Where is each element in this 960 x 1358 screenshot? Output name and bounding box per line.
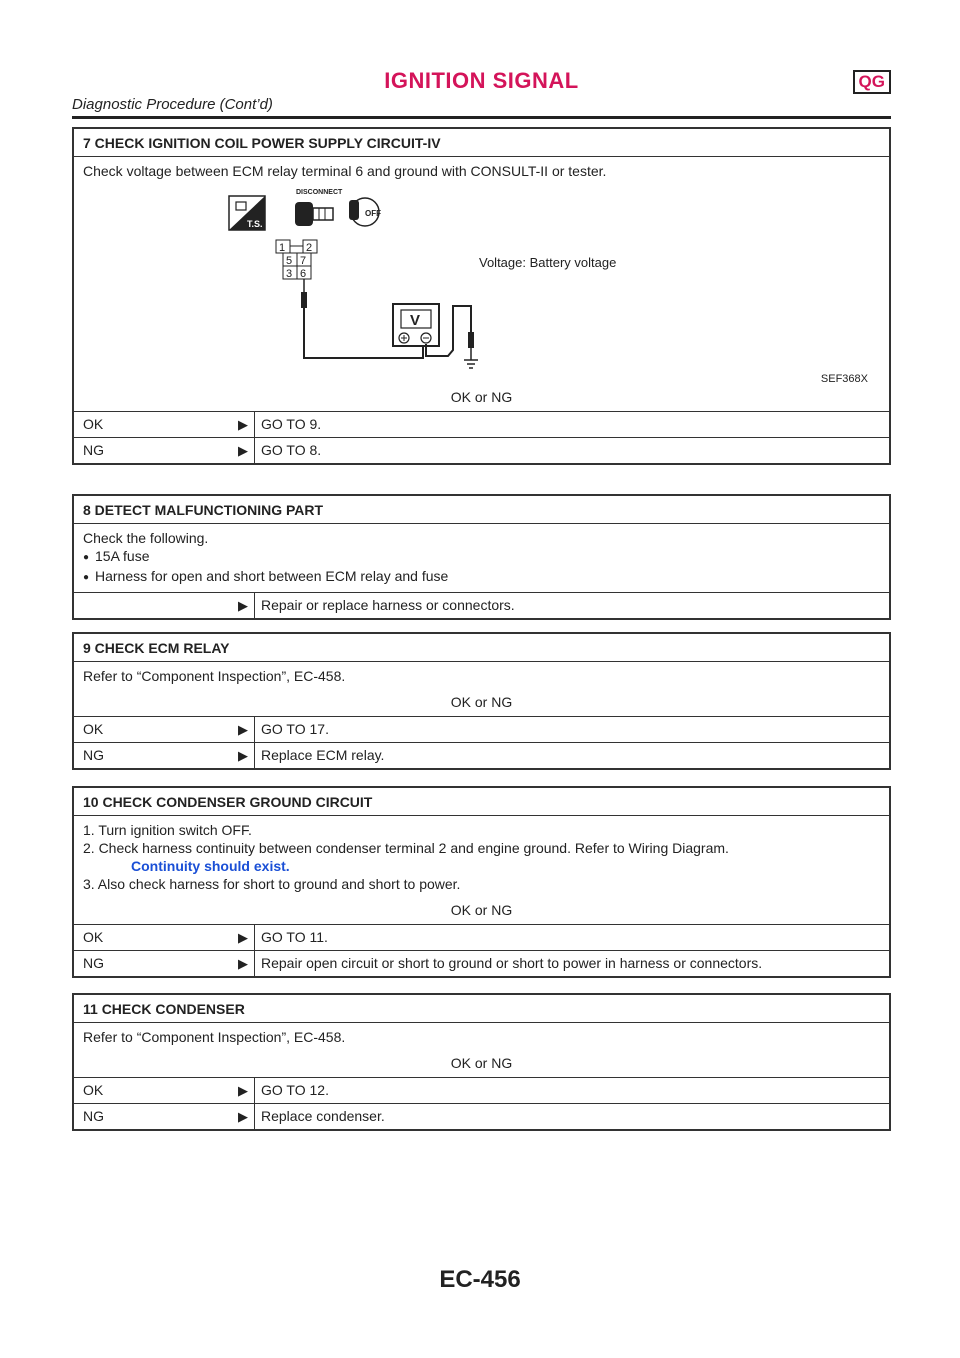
ok-or-ng: OK or NG	[450, 389, 513, 405]
result-row-ok	[74, 1077, 889, 1103]
header-rule	[72, 116, 891, 119]
step-title: 9 CHECK ECM RELAY	[83, 640, 230, 656]
step-8	[72, 494, 891, 620]
svg-text:DISCONNECT: DISCONNECT	[296, 189, 343, 196]
ts-tool-icon	[229, 196, 265, 230]
result-label: OK	[83, 929, 104, 945]
step-instruction: Check voltage between ECM relay terminal 6 and ground with CONSULT-II or tester.	[83, 163, 607, 179]
result-label: NG	[83, 747, 104, 763]
arrow-icon: ▶	[238, 722, 248, 737]
bullet-item: ● Harness for open and short between ECM relay and fuse	[83, 567, 880, 587]
continuity-note: Continuity should exist.	[131, 858, 290, 874]
step-title: 7 CHECK IGNITION COIL POWER SUPPLY CIRCUIT-IV	[83, 135, 441, 151]
result-label: NG	[83, 442, 104, 458]
result-label: NG	[83, 955, 104, 971]
voltmeter-icon	[393, 304, 439, 346]
arrow-icon: ▶	[238, 930, 248, 945]
step-title: 10 CHECK CONDENSER GROUND CIRCUIT	[83, 794, 373, 810]
ok-or-ng: OK or NG	[450, 902, 513, 918]
voltage-check-figure	[83, 180, 880, 385]
result-label: OK	[83, 721, 104, 737]
step-instruction: Refer to “Component Inspection”, EC-458.	[83, 668, 346, 684]
ok-or-ng: OK or NG	[450, 1055, 513, 1071]
step-10	[72, 786, 891, 978]
step-9	[72, 632, 891, 770]
result-row-ng	[74, 1103, 889, 1129]
figure-code: SEF368X	[820, 373, 868, 385]
step-body	[74, 661, 889, 716]
step-title: 8 DETECT MALFUNCTIONING PART	[83, 502, 324, 518]
page-title: IGNITION SIGNAL	[384, 68, 579, 93]
result-row	[74, 592, 889, 618]
arrow-icon: ▶	[238, 598, 248, 613]
result-row-ng	[74, 950, 889, 976]
svg-text:2: 2	[306, 242, 313, 254]
arrow-icon: ▶	[238, 748, 248, 763]
result-action: GO TO 11.	[254, 925, 889, 950]
result-action: Replace condenser.	[254, 1104, 889, 1129]
result-label: OK	[83, 416, 104, 432]
arrow-icon: ▶	[238, 417, 248, 432]
voltage-check-diagram	[83, 180, 883, 380]
step-body	[74, 1022, 889, 1077]
svg-text:3: 3	[286, 268, 293, 280]
result-action: Repair or replace harness or connectors.	[254, 593, 889, 618]
step-title: 11 CHECK CONDENSER	[83, 1001, 245, 1017]
result-action: GO TO 12.	[254, 1078, 889, 1103]
result-label: OK	[83, 1082, 104, 1098]
voltage-spec: Voltage: Battery voltage	[479, 255, 617, 270]
engine-badge: QG	[853, 70, 891, 94]
step-body	[74, 156, 889, 411]
arrow-icon: ▶	[238, 1109, 248, 1124]
step-body	[74, 815, 889, 924]
page-subtitle: Diagnostic Procedure (Cont’d)	[72, 96, 273, 113]
disconnect-connector-icon	[295, 189, 343, 226]
svg-text:1: 1	[279, 242, 286, 254]
result-row-ok	[74, 716, 889, 742]
step-line: 3. Also check harness for short to ground and short to power.	[83, 876, 461, 892]
step-line: 2. Check harness continuity between condenser terminal 2 and engine ground. Refer to Wiring Diagram.	[83, 840, 729, 856]
result-action: GO TO 17.	[254, 717, 889, 742]
step-instruction: Refer to “Component Inspection”, EC-458.	[83, 1029, 346, 1045]
result-action: Repair open circuit or short to ground or short to power in harness or connectors.	[254, 951, 889, 976]
step-instruction: Check the following.	[83, 530, 209, 546]
arrow-icon: ▶	[238, 1083, 248, 1098]
step-7	[72, 127, 891, 465]
step-11	[72, 993, 891, 1131]
result-row-ng	[74, 437, 889, 463]
ignition-key-off-icon	[349, 198, 381, 226]
result-action: GO TO 8.	[254, 438, 889, 463]
page-header	[72, 68, 891, 120]
page-number: EC-456	[439, 1266, 521, 1293]
result-row-ok	[74, 411, 889, 437]
svg-text:T.S.: T.S.	[247, 219, 263, 229]
step-body	[74, 523, 889, 592]
svg-text:7: 7	[300, 255, 307, 267]
arrow-icon: ▶	[238, 956, 248, 971]
ecm-relay-connector	[276, 240, 317, 280]
step-line: 1. Turn ignition switch OFF.	[83, 822, 252, 838]
svg-text:V: V	[410, 312, 421, 329]
result-action: GO TO 9.	[254, 412, 889, 437]
ok-or-ng: OK or NG	[450, 694, 513, 710]
result-row-ng	[74, 742, 889, 768]
result-label: NG	[83, 1108, 104, 1124]
svg-text:6: 6	[300, 268, 307, 280]
bullet-item: ● 15A fuse	[83, 547, 880, 567]
svg-text:5: 5	[286, 255, 293, 267]
result-row-ok	[74, 924, 889, 950]
result-action: Replace ECM relay.	[254, 743, 889, 768]
svg-text:OFF: OFF	[365, 209, 381, 218]
arrow-icon: ▶	[238, 443, 248, 458]
